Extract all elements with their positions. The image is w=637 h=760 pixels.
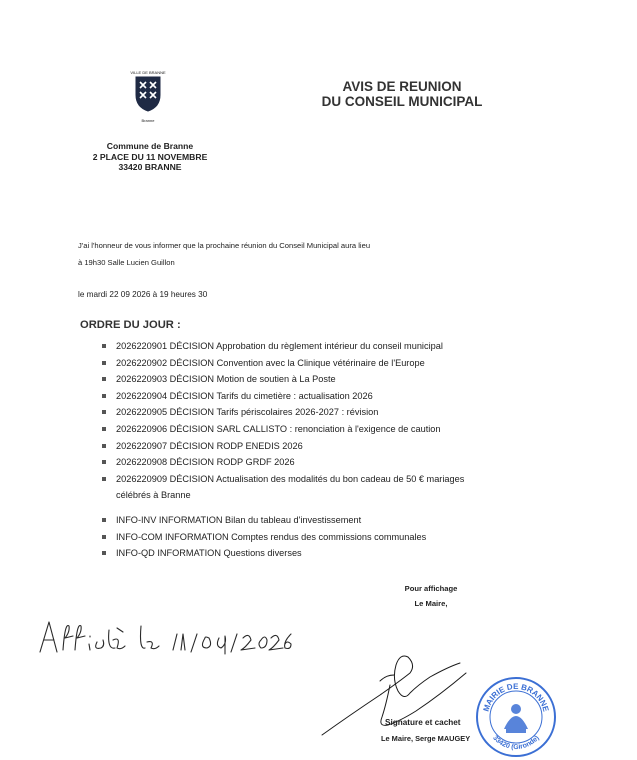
bullet-icon xyxy=(102,477,106,481)
posting-notice xyxy=(395,581,467,611)
commune-address xyxy=(80,141,220,173)
decision-item: 2026220901 DÉCISION Approbation du règlement intérieur du conseil municipal xyxy=(102,338,522,355)
bullet-icon xyxy=(102,377,106,381)
coat-of-arms-icon xyxy=(128,75,168,113)
agenda-heading: ORDRE DU JOUR : xyxy=(80,319,181,331)
bullet-icon xyxy=(102,361,106,365)
meeting-place: à 19h30 Salle Lucien Guillon xyxy=(78,258,175,267)
bullet-icon xyxy=(102,518,106,522)
bullet-icon xyxy=(102,344,106,348)
information-item: INFO-COM INFORMATION Comptes rendus des commissions communales xyxy=(102,529,522,546)
title-line-1: AVIS DE REUNION xyxy=(342,79,462,94)
bullet-icon xyxy=(102,410,106,414)
information-item: INFO-QD INFORMATION Questions diverses xyxy=(102,545,522,562)
decision-item: 2026220909 DÉCISION Actualisation des modalités du bon cadeau de 50 € mariages xyxy=(102,471,522,488)
decisions-list xyxy=(102,338,522,504)
posting-line-2: Le Maire, xyxy=(414,599,448,608)
logo-top-text: VILLE DE BRANNE xyxy=(130,70,166,75)
decision-item-continuation: célébrés à Branne xyxy=(116,490,191,501)
title-line-2: DU CONSEIL MUNICIPAL xyxy=(321,94,483,109)
logo-bottom-text: Branne xyxy=(141,118,155,123)
mayor-signature xyxy=(320,645,470,745)
mayor-name: Le Maire, Serge MAUGEY xyxy=(381,734,471,743)
decision-item: 2026220907 DÉCISION RODP ENEDIS 2026 xyxy=(102,438,522,455)
address-line-3: 33420 BRANNE xyxy=(118,162,182,172)
bullet-icon xyxy=(102,551,106,555)
bullet-icon xyxy=(102,394,106,398)
bullet-icon xyxy=(102,427,106,431)
address-line-1: Commune de Branne xyxy=(106,141,194,151)
town-logo xyxy=(128,70,168,122)
address-line-2: 2 PLACE DU 11 NOVEMBRE xyxy=(92,151,208,162)
information-item: INFO-INV INFORMATION Bilan du tableau d'investissement xyxy=(102,512,522,529)
meeting-date: le mardi 22 09 2026 à 19 heures 30 xyxy=(78,290,208,299)
bullet-icon xyxy=(102,444,106,448)
decision-item: 2026220908 DÉCISION RODP GRDF 2026 xyxy=(102,454,522,471)
stamp-top-text: MAIRIE DE BRANNE xyxy=(481,681,551,713)
handwritten-posting-date xyxy=(35,612,295,662)
town-hall-stamp xyxy=(474,675,558,759)
stamp-bottom-text: 33420 (Gironde) xyxy=(491,734,541,752)
bullet-icon xyxy=(102,460,106,464)
bullet-icon xyxy=(102,535,106,539)
decision-item: 2026220902 DÉCISION Convention avec la Clinique vétérinaire de l'Europe xyxy=(102,355,522,372)
information-list xyxy=(102,512,522,562)
decision-item: 2026220906 DÉCISION SARL CALLISTO : renonciation à l'exigence de caution xyxy=(102,421,522,438)
decision-item: 2026220903 DÉCISION Motion de soutien à La Poste xyxy=(102,371,522,388)
posting-line-1: Pour affichage xyxy=(404,584,458,593)
document-title xyxy=(292,79,512,109)
decision-item: 2026220904 DÉCISION Tarifs du cimetière : actualisation 2026 xyxy=(102,388,522,405)
signature-label: Signature et cachet xyxy=(385,718,461,727)
decision-item: 2026220905 DÉCISION Tarifs périscolaires 2026-2027 : révision xyxy=(102,404,522,421)
intro-text: J'ai l'honneur de vous informer que la prochaine réunion du Conseil Municipal aura lieu xyxy=(78,241,371,250)
